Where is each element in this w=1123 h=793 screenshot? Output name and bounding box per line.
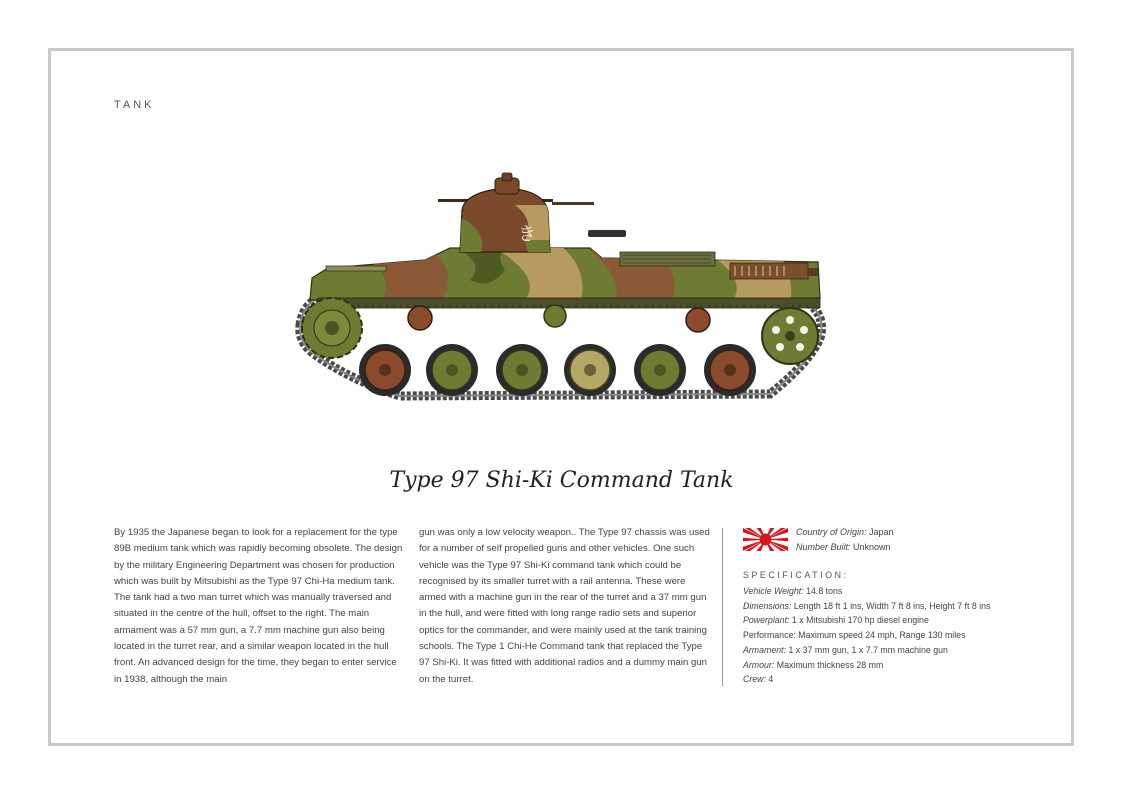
spec-dimensions <box>743 599 990 614</box>
country-of-origin <box>796 525 894 540</box>
turret <box>438 173 626 255</box>
spec-armament-label: Armament: <box>743 644 787 655</box>
spec-dimensions-value: Length 18 ft 1 ins, Width 7 ft 8 ins, Height 7 ft 8 ins <box>791 600 991 611</box>
spec-weight-value: 14.8 tons <box>803 586 843 596</box>
rising-sun-flag-icon <box>743 528 788 551</box>
origin-info <box>796 525 894 554</box>
spec-powerplant-label: Powerplant: <box>743 615 790 626</box>
column-divider <box>722 528 723 686</box>
vehicle-title: Type 97 Shi-Ki Command Tank <box>389 468 734 493</box>
spec-armament <box>743 643 990 658</box>
spec-armour-value: Maximum thickness 28 mm <box>774 659 884 670</box>
spec-armour <box>743 658 990 673</box>
spec-crew-value: 4 <box>765 674 774 685</box>
spec-performance: Performance: Maximum speed 24 mph, Range 130 miles <box>743 630 966 641</box>
drive-sprocket <box>302 298 362 358</box>
number-built-value: Unknown <box>850 541 891 552</box>
specifications-heading: SPECIFICATION: <box>743 570 849 580</box>
spec-weight-label: Vehicle Weight: <box>743 586 804 596</box>
category-label: TANK <box>114 99 155 111</box>
number-built-label: Number Built: <box>796 541 851 552</box>
country-label: Country of Origin: <box>796 527 867 537</box>
country-value: Japan <box>866 527 894 537</box>
spec-crew-label: Crew: <box>743 674 766 685</box>
description-column-1: By 1935 the Japanese began to look for a replacement for the type 89B medium tank which was rapidly becoming obsolete. The design by the military Engineering Department was chosen for production which was built by Mitsubishi as the Type 97 Chi-Ha medium tank. The tank had a two man turret which was manually traversed and situated in the centre of the hull, offset to the right. The main armament was a 57 mm gun, a 7.7 mm machine gun also being located in the turret rear, and a similar weapon located in the hull front. An advanced design for the time, they began to enter service in 1938, although the main <box>114 527 403 685</box>
specifications-list <box>743 584 990 687</box>
description-column-2: gun was only a low velocity weapon.. The Type 97 chassis was used for a number of self propelled guns and other vehicles. One such vehicle was the Type 97 Shi-Ki command tank which could be recognised by its smaller turret with a rail antenna. These were armed with a machine gun in the rear of the turret and a 37 mm gun in the hull, and were fitted with long range radio sets and superior optics for the commander, and were mainly used at the tank training schools. The Type 1 Chi-He Command tank that replaced the Type 97 Shi-Ki. It was fitted with additional radios and a dummy main gun on the turret. <box>419 527 710 685</box>
spec-armour-label: Armour: <box>743 659 775 670</box>
number-built <box>796 540 894 555</box>
spec-dimensions-label: Dimensions: <box>743 600 792 611</box>
spec-weight <box>743 584 990 599</box>
return-rollers <box>408 305 710 332</box>
spec-crew <box>743 672 990 687</box>
turret-marking: き <box>518 224 536 245</box>
spec-powerplant <box>743 613 990 628</box>
hull <box>310 245 820 308</box>
idler-wheel <box>762 308 818 364</box>
spec-powerplant-value: 1 x Mitsubishi 170 hp diesel engine <box>789 615 929 626</box>
spec-armament-value: 1 x 37 mm gun, 1 x 7.7 mm machine gun <box>786 644 948 655</box>
road-wheels <box>359 344 756 396</box>
tank-illustration <box>290 170 830 410</box>
